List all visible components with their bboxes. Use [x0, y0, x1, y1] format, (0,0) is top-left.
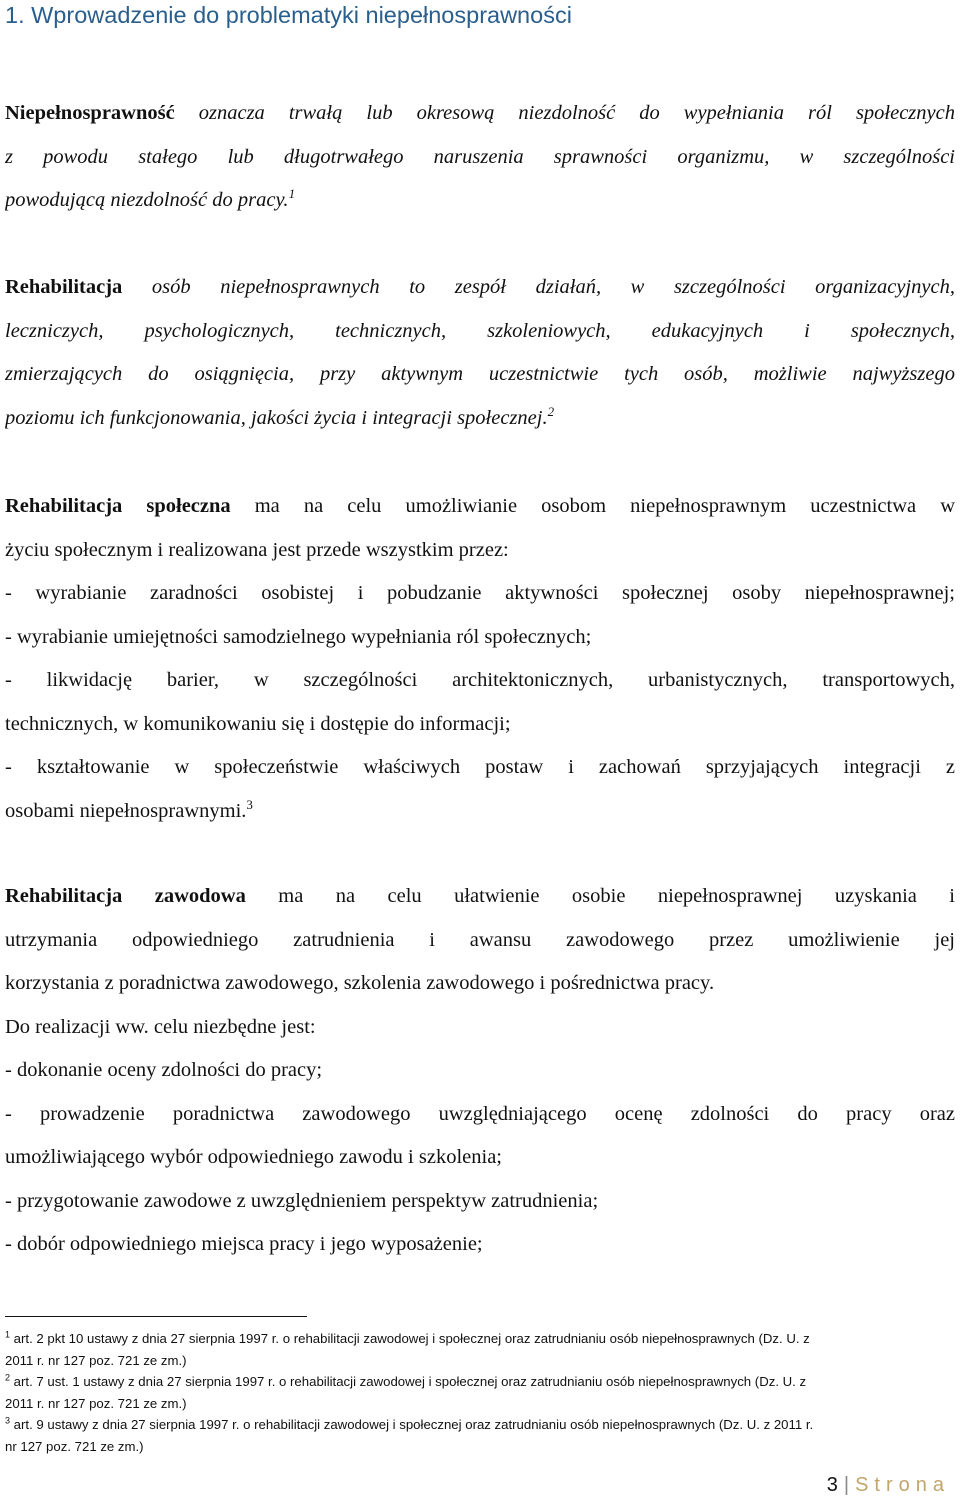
footnote-1: $^1$ art. 2 pkt 10 ustawy z dnia 27 sierpnia 1997 r. o rehabilitacji zawodowej i społecznej oraz zatrudnianiu osób niepełnosprawnych (Dz. U. z 2011 r. nr 127 poz. 721 ze zm.) — [5, 1329, 810, 1368]
footnote-separator — [5, 1316, 307, 1317]
footnote-3: $^3$ art. 9 ustawy z dnia 27 sierpnia 1997 r. o rehabilitacji zawodowej i społecznej oraz zatrudnianiu osób niepełnosprawnych (Dz. U. z 2011 r. nr 127 poz. 721 ze zm.) — [5, 1415, 814, 1454]
term-rehabilitacja: Rehabilitacja — [5, 276, 123, 298]
list-item: - dokonanie oceny zdolności do pracy; — [5, 1059, 323, 1081]
list-item: - prowadzenie poradnictwa zawodowego uwzględniającego ocenę zdolności do pracy oraz — [5, 1102, 955, 1125]
footer-separator: | — [843, 1474, 850, 1496]
page-footer — [827, 1472, 950, 1498]
paragraph-rehabilitation-definition: Rehabilitacja osób niepełnosprawnych to zespół działań, w szczególności organizacyjnych, leczniczych, psychologicznych, technicznych, szkoleniowych, edukacyjnych i społecznych, zmierzających do osiągnięcia, przy aktywnym uczestnictwie tych osób, możliwie najwyższego poziomu ich funkcjonowania, jakości życia i integracji społecznej.$^2$ — [5, 276, 955, 429]
section-heading: 1. Wprowadzenie do problematyki niepełnosprawności — [5, 2, 572, 28]
term-niepelnosprawnosc: Niepełnosprawność — [5, 102, 175, 124]
footnote-ref-2: 2 — [547, 403, 555, 419]
footnote-ref-1: 1 — [288, 186, 296, 202]
term-rehabilitacja-spoleczna: Rehabilitacja społeczna — [5, 495, 231, 517]
list-item: - przygotowanie zawodowe z uwzględnieniem perspektyw zatrudnienia; — [5, 1189, 599, 1212]
page-number: 3 — [826, 1474, 838, 1496]
term-rehabilitacja-zawodowa: Rehabilitacja zawodowa — [5, 885, 246, 907]
paragraph-social-rehabilitation: Rehabilitacja społeczna ma na celu umożliwianie osobom niepełnosprawnym uczestnictwa w życiu społecznym i realizowana jest przede wszystkim przez: - wyrabianie zaradności osobistej i pobudzanie aktywności społecznej osoby niepełnosprawnej; - wyrabianie umiejętności samodzielnego wypełniania ról społecznych; - likwidację barier, w szczególności architektonicznych, urbanistycznych, transportowych, technicznych, w komunikowaniu się i dostępie do informacji; - kształtowanie w społeczeństwie właściwych postaw i zachowań sprzyjających integracji z osobami niepełnosprawnymi.$^3$ — [5, 495, 955, 822]
footnotes — [5, 1328, 955, 1457]
paragraph-disability-definition: Niepełnosprawność oznacza trwałą lub okresową niezdolność do wypełniania ról społecznych z powodu stałego lub długotrwałego naruszenia sprawności organizmu, w szczególności powodującą niezdolność do pracy.$^1$ — [5, 102, 955, 211]
list-item: - dobór odpowiedniego miejsca pracy i jego wyposażenie; — [5, 1233, 483, 1255]
page-label: Strona — [855, 1474, 950, 1496]
list-item: - likwidację barier, w szczególności architektonicznych, urbanistycznych, transportowych, — [5, 669, 955, 691]
footnote-2: $^2$ art. 7 ust. 1 ustawy z dnia 27 sierpnia 1997 r. o rehabilitacji zawodowej i społecznej oraz zatrudnianiu osób niepełnosprawnych (Dz. U. z 2011 r. nr 127 poz. 721 ze zm.) — [5, 1372, 807, 1411]
paragraph-vocational-rehabilitation: Rehabilitacja zawodowa ma na celu ułatwienie osobie niepełnosprawnej uzyskania i utrzymania odpowiedniego zatrudnienia i awansu zawodowego przez umożliwienie jej korzystania z poradnictwa zawodowego, szkolenia zawodowego i pośrednictwa pracy. Do realizacji ww. celu niezbędne jest: - dokonanie oceny zdolności do pracy; - prowadzenie poradnictwa zawodowego uwzględniającego ocenę zdolności do pracy oraz umożliwiającego wybór odpowiedniego zawodu i szkolenia; - przygotowanie zawodowe z uwzględnieniem perspektyw zatrudnienia; - dobór odpowiedniego miejsca pracy i jego wyposażenie; — [5, 875, 955, 1267]
list-item: - wyrabianie umiejętności samodzielnego wypełniania ról społecznych; — [5, 625, 592, 648]
list-item: - kształtowanie w społeczeństwie właściwych postaw i zachowań sprzyjających integracji z — [5, 756, 955, 778]
footnote-ref-3: 3 — [246, 796, 253, 812]
list-item: - wyrabianie zaradności osobistej i pobudzanie aktywności społecznej osoby niepełnosprawnej; — [5, 582, 955, 604]
